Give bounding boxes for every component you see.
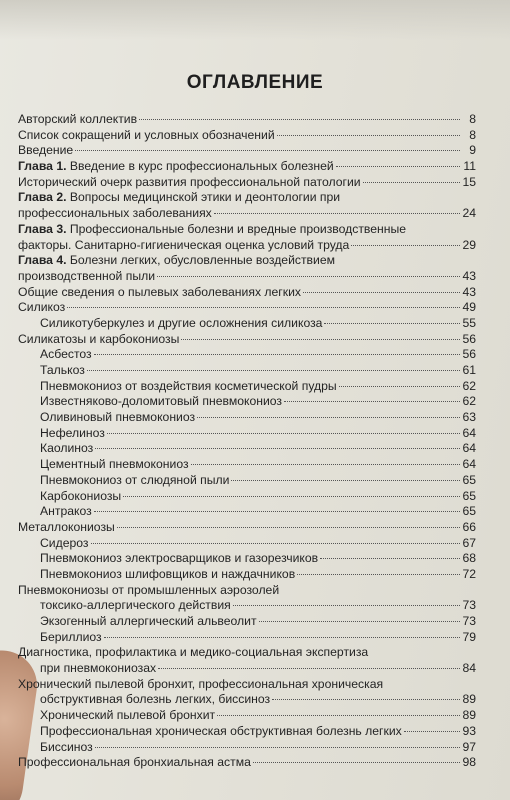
toc-entry: Талькоз 61: [40, 363, 476, 377]
toc-entry: Пневмокониоз шлифовщиков и наждачников 72: [40, 566, 476, 581]
toc-entry: Асбестоз 56: [40, 347, 476, 362]
toc-entry: Профессиональная бронхиальная астма 98: [18, 755, 476, 770]
toc-entry: Металлокониозы 66: [18, 519, 476, 534]
page-shadow: [0, 0, 510, 40]
toc-entry: Экзогенный аллергический альвеолит 73: [40, 614, 476, 628]
toc-entry: Силикатозы и карбокониозы 56: [18, 331, 476, 346]
toc-entry: Оливиновый пневмокониоз 63: [40, 410, 476, 425]
toc-entry: Силикоз 49: [18, 300, 476, 315]
toc-entry: Пневмокониоз от слюдяной пыли 65: [40, 472, 476, 487]
toc-chapter: Глава 3. Профессиональные болезни и вредные производственные: [18, 221, 407, 236]
toc-entry: Авторский коллектив 8: [18, 112, 476, 126]
toc-entry: Каолиноз 64: [40, 441, 476, 456]
toc-entry: Исторический очерк развития профессиональной патологии 15: [18, 174, 476, 189]
toc-entry: Биссиноз 97: [40, 739, 476, 754]
toc-entry: Хронический пылевой бронхит, профессиональная хроническая: [18, 676, 384, 691]
toc-entry: Нефелиноз 64: [40, 425, 476, 440]
toc-entry: Общие сведения о пылевых заболеваниях легких 43: [18, 284, 476, 299]
toc-entry: профессиональных заболеваниях 24: [18, 206, 476, 221]
toc-entry: Пневмокониоз электросварщиков и газорезчиков 68: [40, 551, 476, 566]
toc-entry: Сидероз 67: [40, 535, 476, 550]
toc-entry: Профессиональная хроническая обструктивная болезнь легких 93: [40, 723, 476, 738]
toc-entry: Известняково-доломитовый пневмокониоз 62: [40, 394, 476, 409]
toc-entry: при пневмокониозах 84: [40, 661, 476, 676]
toc-chapter: Глава 4. Болезни легких, обусловленные воздействием: [18, 253, 336, 268]
toc-entry: Пневмокониозы от промышленных аэрозолей: [18, 582, 280, 597]
toc-entry: токсико-аллергического действия 73: [40, 598, 476, 613]
toc-chapter: Глава 1. Введение в курс профессиональных болезней 11: [18, 159, 476, 174]
toc-entry: Хронический пылевой бронхит 89: [40, 708, 476, 723]
toc-chapter: Глава 2. Вопросы медицинской этики и деонтологии при: [18, 190, 341, 205]
toc-entry: Бериллиоз 79: [40, 629, 476, 644]
toc-entry: Антракоз 65: [40, 504, 476, 519]
toc-entry: Цементный пневмокониоз 64: [40, 457, 476, 472]
page-title: ОГЛАВЛЕНИЕ: [186, 72, 324, 93]
toc-entry: Карбокониозы 65: [40, 488, 476, 503]
toc-entry: Пневмокониоз от воздействия косметической пудры 62: [40, 378, 476, 393]
table-of-contents: [18, 112, 476, 771]
toc-entry: Силикотуберкулез и другие осложнения силикоза 55: [40, 315, 476, 330]
toc-entry: Введение 9: [18, 143, 476, 158]
toc-entry: Диагностика, профилактика и медико-социальная экспертиза: [18, 645, 369, 660]
toc-entry: обструктивная болезнь легких, биссиноз 89: [40, 692, 476, 707]
toc-entry: производственной пыли 43: [18, 268, 476, 283]
toc-entry: факторы. Санитарно-гигиеническая оценка условий труда 29: [18, 237, 476, 252]
toc-entry: Список сокращений и условных обозначений 8: [18, 127, 476, 142]
